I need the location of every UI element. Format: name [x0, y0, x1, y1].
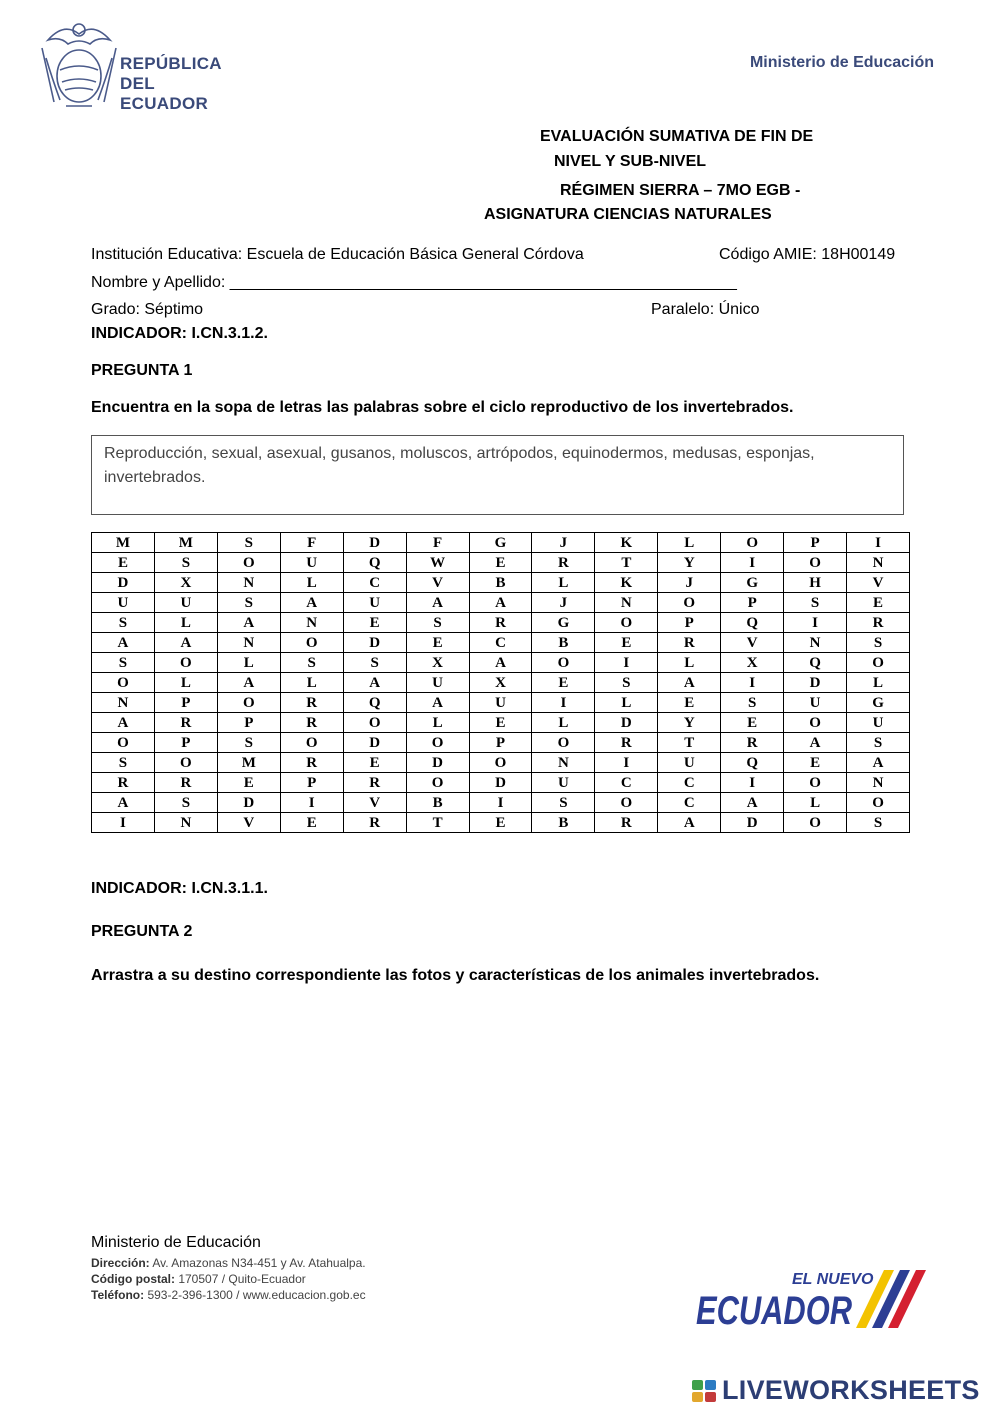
grid-cell[interactable]: U	[847, 713, 910, 733]
grid-cell[interactable]: A	[847, 753, 910, 773]
grid-cell[interactable]: A	[343, 673, 406, 693]
postal-label: Código postal:	[91, 1272, 175, 1286]
grid-cell[interactable]: A	[784, 733, 847, 753]
grid-row	[92, 753, 910, 773]
grid-cell[interactable]: A	[658, 813, 721, 833]
grid-cell[interactable]: D	[406, 753, 469, 773]
grid-cell[interactable]: R	[847, 613, 910, 633]
grid-cell[interactable]: S	[847, 733, 910, 753]
grid-cell[interactable]: P	[721, 593, 784, 613]
grid-cell[interactable]: E	[784, 753, 847, 773]
grid-cell[interactable]: D	[343, 733, 406, 753]
grid-cell[interactable]: A	[658, 673, 721, 693]
grid-cell[interactable]: I	[721, 553, 784, 573]
grid-cell[interactable]: J	[532, 593, 595, 613]
grid-cell[interactable]: I	[721, 673, 784, 693]
grid-cell[interactable]: B	[406, 793, 469, 813]
grid-cell[interactable]: V	[343, 793, 406, 813]
grid-cell[interactable]: N	[847, 553, 910, 573]
grid-cell[interactable]: O	[217, 693, 280, 713]
grid-row	[92, 573, 910, 593]
grid-cell[interactable]: L	[532, 713, 595, 733]
grid-cell[interactable]: S	[847, 813, 910, 833]
grid-cell[interactable]: U	[469, 693, 532, 713]
grid-cell[interactable]: B	[532, 813, 595, 833]
grid-cell[interactable]: L	[406, 713, 469, 733]
grid-cell[interactable]: O	[595, 613, 658, 633]
grid-cell[interactable]: D	[595, 713, 658, 733]
postal-value: 170507 / Quito-Ecuador	[175, 1272, 306, 1286]
title-line-4: ASIGNATURA CIENCIAS NATURALES	[484, 206, 772, 223]
grid-cell[interactable]: A	[92, 633, 155, 653]
grid-cell[interactable]: C	[658, 793, 721, 813]
grid-row	[92, 793, 910, 813]
grid-cell[interactable]: O	[280, 633, 343, 653]
liveworksheets-watermark	[692, 1376, 992, 1406]
grid-row	[92, 553, 910, 573]
grid-cell[interactable]: I	[469, 793, 532, 813]
grid-cell[interactable]: E	[469, 553, 532, 573]
word-search-grid[interactable]	[91, 532, 910, 833]
grid-cell[interactable]: E	[469, 813, 532, 833]
grid-cell[interactable]: A	[92, 713, 155, 733]
grid-cell[interactable]: O	[784, 713, 847, 733]
grid-cell[interactable]: A	[154, 633, 217, 653]
grid-cell[interactable]: R	[658, 633, 721, 653]
grid-cell[interactable]: V	[847, 573, 910, 593]
grid-row	[92, 813, 910, 833]
grid-row	[92, 673, 910, 693]
amie-code: Código AMIE: 18H00149	[719, 246, 896, 263]
grid-cell[interactable]: R	[280, 693, 343, 713]
grid-cell[interactable]: D	[721, 813, 784, 833]
grid-cell[interactable]: R	[343, 773, 406, 793]
footer-address	[91, 1256, 366, 1270]
footer-phone	[91, 1288, 366, 1302]
grid-cell[interactable]: P	[658, 613, 721, 633]
grid-cell[interactable]: A	[217, 673, 280, 693]
grid-row	[92, 633, 910, 653]
grid-cell[interactable]: Q	[721, 613, 784, 633]
grid-row	[92, 713, 910, 733]
grid-cell[interactable]: E	[658, 693, 721, 713]
grid-cell[interactable]: A	[721, 793, 784, 813]
grid-cell[interactable]: E	[92, 553, 155, 573]
grid-cell[interactable]: Y	[658, 713, 721, 733]
phone-label: Teléfono:	[91, 1288, 145, 1302]
grid-cell[interactable]: S	[595, 673, 658, 693]
grid-cell[interactable]: I	[595, 653, 658, 673]
grid-cell[interactable]: N	[595, 593, 658, 613]
question-1-label: PREGUNTA 1	[91, 362, 193, 379]
address-value: Av. Amazonas N34-451 y Av. Atahualpa.	[149, 1256, 366, 1270]
grid-cell[interactable]: M	[92, 533, 155, 553]
grid-cell[interactable]: O	[154, 753, 217, 773]
grid-cell[interactable]: S	[217, 533, 280, 553]
grid-cell[interactable]: R	[154, 713, 217, 733]
grid-cell[interactable]: L	[280, 673, 343, 693]
footer-postal	[91, 1272, 306, 1286]
grid-cell[interactable]: P	[154, 733, 217, 753]
grid-cell[interactable]: Q	[784, 653, 847, 673]
question-1-instruction: Encuentra en la sopa de letras las palabras sobre el ciclo reproductivo de los invertebrados.	[91, 399, 794, 416]
grid-cell[interactable]: J	[532, 533, 595, 553]
grid-cell[interactable]: A	[406, 693, 469, 713]
grid-row	[92, 533, 910, 553]
grid-cell[interactable]: P	[217, 713, 280, 733]
republic-line-2: DEL ECUADOR	[120, 74, 209, 113]
grid-cell[interactable]: O	[721, 533, 784, 553]
grid-cell[interactable]: O	[217, 553, 280, 573]
coat-of-arms-icon	[38, 18, 120, 114]
grid-cell[interactable]: D	[343, 633, 406, 653]
grid-cell[interactable]: S	[784, 593, 847, 613]
grid-cell[interactable]: U	[784, 693, 847, 713]
grid-cell[interactable]: Q	[343, 693, 406, 713]
grid-row	[92, 653, 910, 673]
grid-cell[interactable]: L	[784, 793, 847, 813]
grid-cell[interactable]: N	[784, 633, 847, 653]
grid-cell[interactable]: B	[532, 633, 595, 653]
grid-row	[92, 773, 910, 793]
grid-cell[interactable]: A	[217, 613, 280, 633]
grid-cell[interactable]: O	[847, 793, 910, 813]
grid-cell[interactable]: L	[847, 673, 910, 693]
grid-cell[interactable]: T	[658, 733, 721, 753]
grid-cell[interactable]: U	[658, 753, 721, 773]
grid-cell[interactable]: D	[469, 773, 532, 793]
republic-logo	[38, 18, 238, 114]
grid-cell[interactable]: W	[406, 553, 469, 573]
grid-cell[interactable]: F	[406, 533, 469, 553]
grid-cell[interactable]: C	[595, 773, 658, 793]
grid-cell[interactable]: O	[847, 653, 910, 673]
grid-cell[interactable]: S	[721, 693, 784, 713]
grid-cell[interactable]: E	[343, 613, 406, 633]
grid-cell[interactable]: S	[532, 793, 595, 813]
grid-cell[interactable]: V	[406, 573, 469, 593]
grid-cell[interactable]: R	[92, 773, 155, 793]
grid-cell[interactable]: L	[532, 573, 595, 593]
grid-cell[interactable]: A	[469, 653, 532, 673]
grade-label: Grado: Séptimo	[91, 301, 204, 318]
grid-cell[interactable]: S	[847, 633, 910, 653]
grid-cell[interactable]: N	[532, 753, 595, 773]
paralelo-label: Paralelo: Único	[651, 301, 760, 318]
grid-cell[interactable]: T	[406, 813, 469, 833]
grid-cell[interactable]: I	[784, 613, 847, 633]
grid-cell[interactable]: I	[721, 773, 784, 793]
grid-cell[interactable]: O	[92, 733, 155, 753]
grid-cell[interactable]: O	[784, 813, 847, 833]
grid-cell[interactable]: U	[406, 673, 469, 693]
grid-cell[interactable]: G	[721, 573, 784, 593]
grid-cell[interactable]: O	[595, 793, 658, 813]
grid-cell[interactable]: O	[532, 653, 595, 673]
grid-cell[interactable]: S	[217, 593, 280, 613]
grid-cell[interactable]: S	[343, 653, 406, 673]
title-line-1: EVALUACIÓN SUMATIVA DE FIN DE	[540, 128, 814, 145]
title-line-3: RÉGIMEN SIERRA – 7MO EGB -	[560, 182, 801, 199]
grid-cell[interactable]: E	[847, 593, 910, 613]
grid-cell[interactable]: L	[154, 673, 217, 693]
grid-cell[interactable]: L	[217, 653, 280, 673]
grid-cell[interactable]: O	[784, 773, 847, 793]
footer-ministry: Ministerio de Educación	[91, 1234, 261, 1251]
grid-cell[interactable]: S	[92, 653, 155, 673]
grid-cell[interactable]: S	[217, 733, 280, 753]
grid-cell[interactable]: O	[92, 673, 155, 693]
grid-cell[interactable]: I	[595, 753, 658, 773]
grid-cell[interactable]: O	[658, 593, 721, 613]
grid-cell[interactable]: I	[92, 813, 155, 833]
grid-cell[interactable]: U	[532, 773, 595, 793]
grid-cell[interactable]: C	[343, 573, 406, 593]
grid-cell[interactable]: T	[595, 553, 658, 573]
grid-cell[interactable]: I	[847, 533, 910, 553]
grid-row	[92, 613, 910, 633]
institution-label: Institución Educativa: Escuela de Educación Básica General Córdova	[91, 246, 584, 263]
grid-cell[interactable]: U	[154, 593, 217, 613]
indicator-1: INDICADOR: I.CN.3.1.2.	[91, 325, 268, 342]
brand-small-text: EL NUEVO	[792, 1271, 874, 1288]
grid-cell[interactable]: O	[280, 733, 343, 753]
grid-cell[interactable]: V	[721, 633, 784, 653]
grid-cell[interactable]: S	[406, 613, 469, 633]
grid-cell[interactable]: D	[217, 793, 280, 813]
grid-cell[interactable]: C	[658, 773, 721, 793]
grid-row	[92, 733, 910, 753]
phone-value: 593-2-396-1300 / www.educacion.gob.ec	[144, 1288, 366, 1302]
republic-line-1: REPÚBLICA	[120, 54, 222, 73]
liveworksheets-text: LIVEWORKSHEETS	[722, 1375, 980, 1405]
grid-cell[interactable]: S	[92, 613, 155, 633]
grid-cell[interactable]: X	[721, 653, 784, 673]
title-line-2: NIVEL Y SUB-NIVEL	[554, 153, 707, 170]
grid-cell[interactable]: Q	[343, 553, 406, 573]
grid-cell[interactable]: P	[469, 733, 532, 753]
grid-cell[interactable]: X	[154, 573, 217, 593]
ministry-header: Ministerio de Educación	[749, 54, 934, 71]
grid-cell[interactable]: K	[595, 533, 658, 553]
grid-cell[interactable]: D	[784, 673, 847, 693]
grid-cell[interactable]: O	[469, 753, 532, 773]
grid-cell[interactable]: U	[343, 593, 406, 613]
grid-cell[interactable]: L	[595, 693, 658, 713]
grid-cell[interactable]: E	[406, 633, 469, 653]
grid-cell[interactable]: S	[92, 753, 155, 773]
indicator-2: INDICADOR: I.CN.3.1.1.	[91, 880, 268, 897]
grid-cell[interactable]: S	[154, 793, 217, 813]
grid-cell[interactable]: E	[532, 673, 595, 693]
grid-cell[interactable]: L	[658, 653, 721, 673]
grid-cell[interactable]: D	[343, 533, 406, 553]
grid-cell[interactable]: R	[532, 553, 595, 573]
liveworksheets-icon	[692, 1380, 716, 1402]
grid-cell[interactable]: O	[532, 733, 595, 753]
grid-cell[interactable]: E	[595, 633, 658, 653]
grid-cell[interactable]: R	[595, 733, 658, 753]
grid-cell[interactable]: N	[280, 613, 343, 633]
grid-cell[interactable]: R	[154, 773, 217, 793]
grid-cell[interactable]: I	[532, 693, 595, 713]
grid-cell[interactable]: L	[280, 573, 343, 593]
grid-cell[interactable]: R	[721, 733, 784, 753]
grid-cell[interactable]: O	[343, 713, 406, 733]
grid-cell[interactable]: L	[658, 533, 721, 553]
grid-cell[interactable]: A	[406, 593, 469, 613]
grid-cell[interactable]: I	[280, 793, 343, 813]
grid-cell[interactable]: R	[280, 713, 343, 733]
grid-row	[92, 693, 910, 713]
grid-cell[interactable]: S	[280, 653, 343, 673]
grid-cell[interactable]: O	[406, 773, 469, 793]
grid-cell[interactable]: R	[469, 613, 532, 633]
grid-cell[interactable]: J	[658, 573, 721, 593]
grid-cell[interactable]: U	[92, 593, 155, 613]
grid-cell[interactable]: R	[595, 813, 658, 833]
el-nuevo-ecuador-logo	[694, 1266, 934, 1332]
grid-cell[interactable]: N	[154, 813, 217, 833]
grid-cell[interactable]: N	[847, 773, 910, 793]
grid-cell[interactable]: E	[217, 773, 280, 793]
word-list-box: Reproducción, sexual, asexual, gusanos, moluscos, artrópodos, equinodermos, medusas, esponjas, invertebrados.	[91, 435, 904, 515]
grid-cell[interactable]: G	[469, 533, 532, 553]
question-2-label: PREGUNTA 2	[91, 923, 193, 940]
brand-big-text: ECUADOR	[696, 1289, 853, 1332]
grid-cell[interactable]: Q	[721, 753, 784, 773]
grid-cell[interactable]: K	[595, 573, 658, 593]
question-2-instruction: Arrastra a su destino correspondiente las fotos y características de los animales invertebrados.	[91, 967, 820, 984]
grid-cell[interactable]: X	[406, 653, 469, 673]
grid-row	[92, 593, 910, 613]
grid-cell[interactable]: E	[721, 713, 784, 733]
grid-cell[interactable]: U	[280, 553, 343, 573]
grid-cell[interactable]: S	[154, 553, 217, 573]
grid-cell[interactable]: G	[532, 613, 595, 633]
grid-cell[interactable]: E	[280, 813, 343, 833]
grid-cell[interactable]: O	[154, 653, 217, 673]
grid-cell[interactable]: C	[469, 633, 532, 653]
grid-cell[interactable]: M	[154, 533, 217, 553]
grid-cell[interactable]: A	[280, 593, 343, 613]
grid-cell[interactable]: N	[217, 633, 280, 653]
grid-cell[interactable]: E	[343, 753, 406, 773]
grid-cell[interactable]: X	[469, 673, 532, 693]
grid-cell[interactable]: P	[280, 773, 343, 793]
grid-cell[interactable]: Y	[658, 553, 721, 573]
grid-cell[interactable]: F	[280, 533, 343, 553]
grid-cell[interactable]: A	[469, 593, 532, 613]
grid-cell[interactable]: P	[154, 693, 217, 713]
grid-cell[interactable]: E	[469, 713, 532, 733]
grid-cell[interactable]: G	[847, 693, 910, 713]
grid-cell[interactable]: B	[469, 573, 532, 593]
grid-cell[interactable]: A	[92, 793, 155, 813]
grid-cell[interactable]: R	[343, 813, 406, 833]
grid-cell[interactable]: M	[217, 753, 280, 773]
grid-cell[interactable]: O	[784, 553, 847, 573]
address-label: Dirección:	[91, 1256, 150, 1270]
grid-cell[interactable]: N	[92, 693, 155, 713]
grid-cell[interactable]: R	[280, 753, 343, 773]
grid-cell[interactable]: P	[784, 533, 847, 553]
grid-cell[interactable]: H	[784, 573, 847, 593]
grid-cell[interactable]: D	[92, 573, 155, 593]
grid-cell[interactable]: L	[154, 613, 217, 633]
student-name-field[interactable]: Nombre y Apellido: _________________________________________________________	[91, 274, 737, 291]
grid-cell[interactable]: V	[217, 813, 280, 833]
grid-cell[interactable]: O	[406, 733, 469, 753]
grid-cell[interactable]: N	[217, 573, 280, 593]
